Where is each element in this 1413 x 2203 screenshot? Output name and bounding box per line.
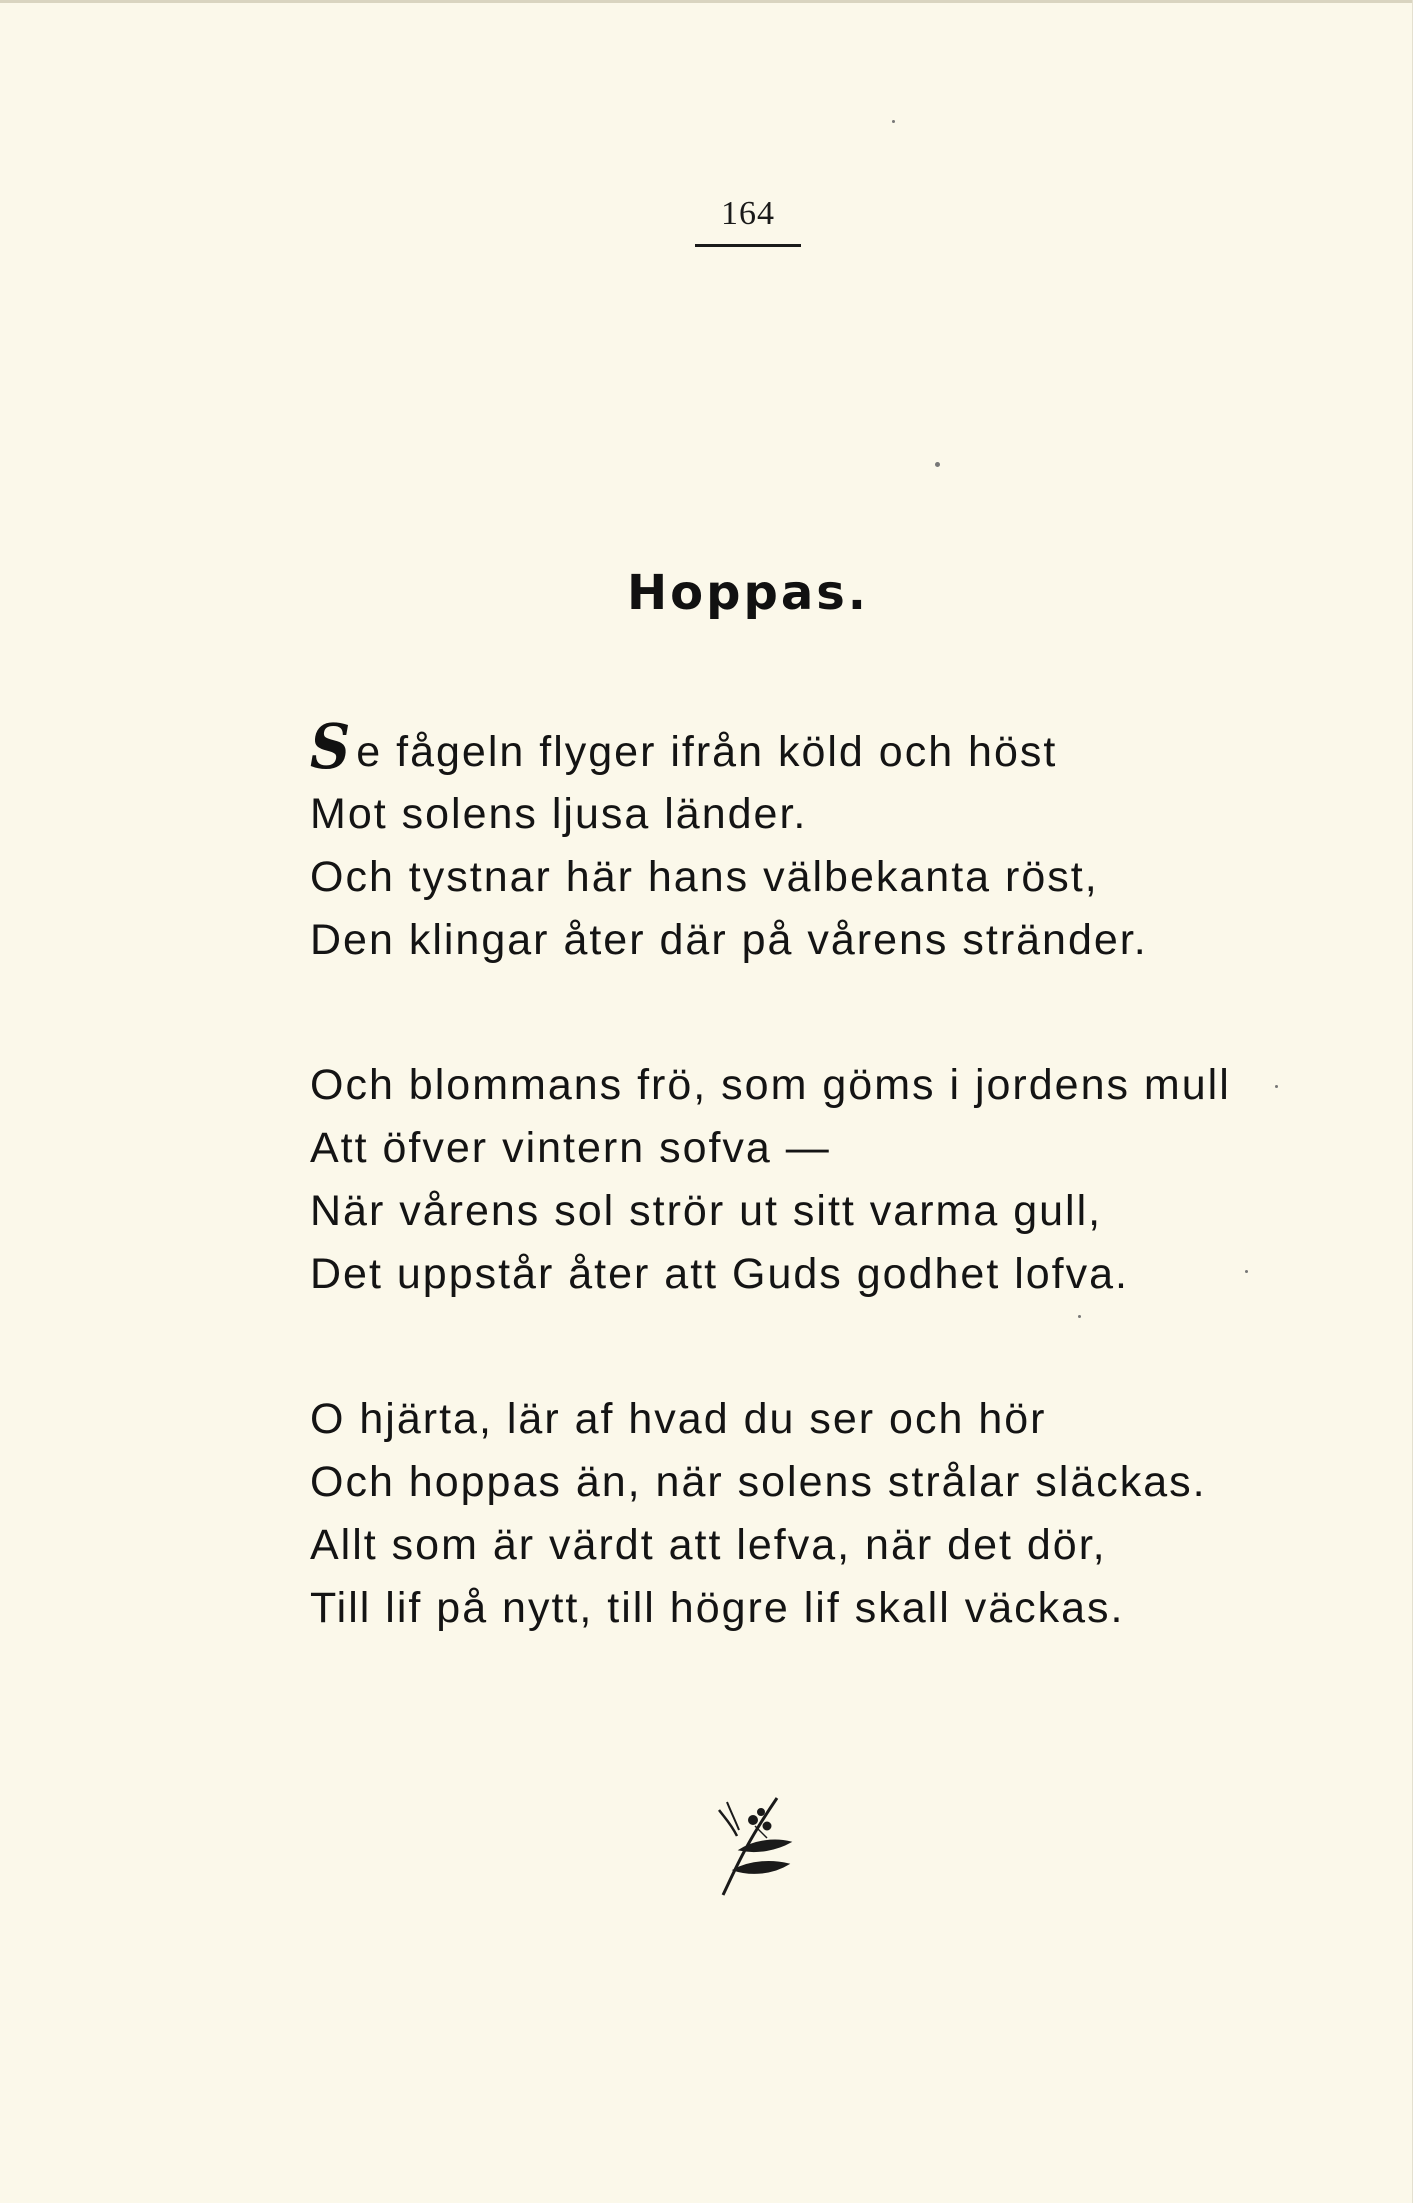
poem-line: Den klingar åter där på vårens stränder. [310,916,1148,964]
poem-line-text: e fågeln flyger ifrån köld och höst [356,728,1058,776]
stanza-2 [310,1054,1310,1306]
poem-line: Och hoppas än, när solens strålar släckas. [310,1458,1207,1506]
paper-speck [892,120,895,123]
poem-line: Att öfver vintern sofva — [310,1124,831,1172]
poem-body [310,710,1310,1722]
poem-line: Det uppstår åter att Guds godhet lofva. [310,1250,1129,1298]
stanza-1 [310,710,1310,972]
leaf-sprig-ornament-icon [715,1790,795,1900]
page-number: 164 [721,195,775,232]
poem-line: Och tystnar här hans välbekanta röst, [310,853,1099,901]
paper-speck [1245,1270,1248,1273]
page-top-edge [0,0,1413,3]
poem-line: Allt som är värdt att lefva, när det dör, [310,1521,1107,1569]
poem-line: Till lif på nytt, till högre lif skall väckas. [310,1584,1125,1632]
drop-cap-initial: S [310,710,353,783]
poem-line: När vårens sol strör ut sitt varma gull, [310,1187,1103,1235]
stanza-3 [310,1388,1310,1640]
paper-speck [935,462,940,467]
poem-line: Och blommans frö, som göms i jordens mull [310,1061,1231,1109]
poem-title: Hoppas. [626,565,870,621]
page-number-underline [695,244,801,247]
paper-speck [1275,1085,1278,1088]
paper-speck [1078,1315,1081,1318]
poem-line: Mot solens ljusa länder. [310,790,808,838]
poem-line: O hjärta, lär af hvad du ser och hör [310,1395,1047,1443]
poem-line [310,710,1310,783]
